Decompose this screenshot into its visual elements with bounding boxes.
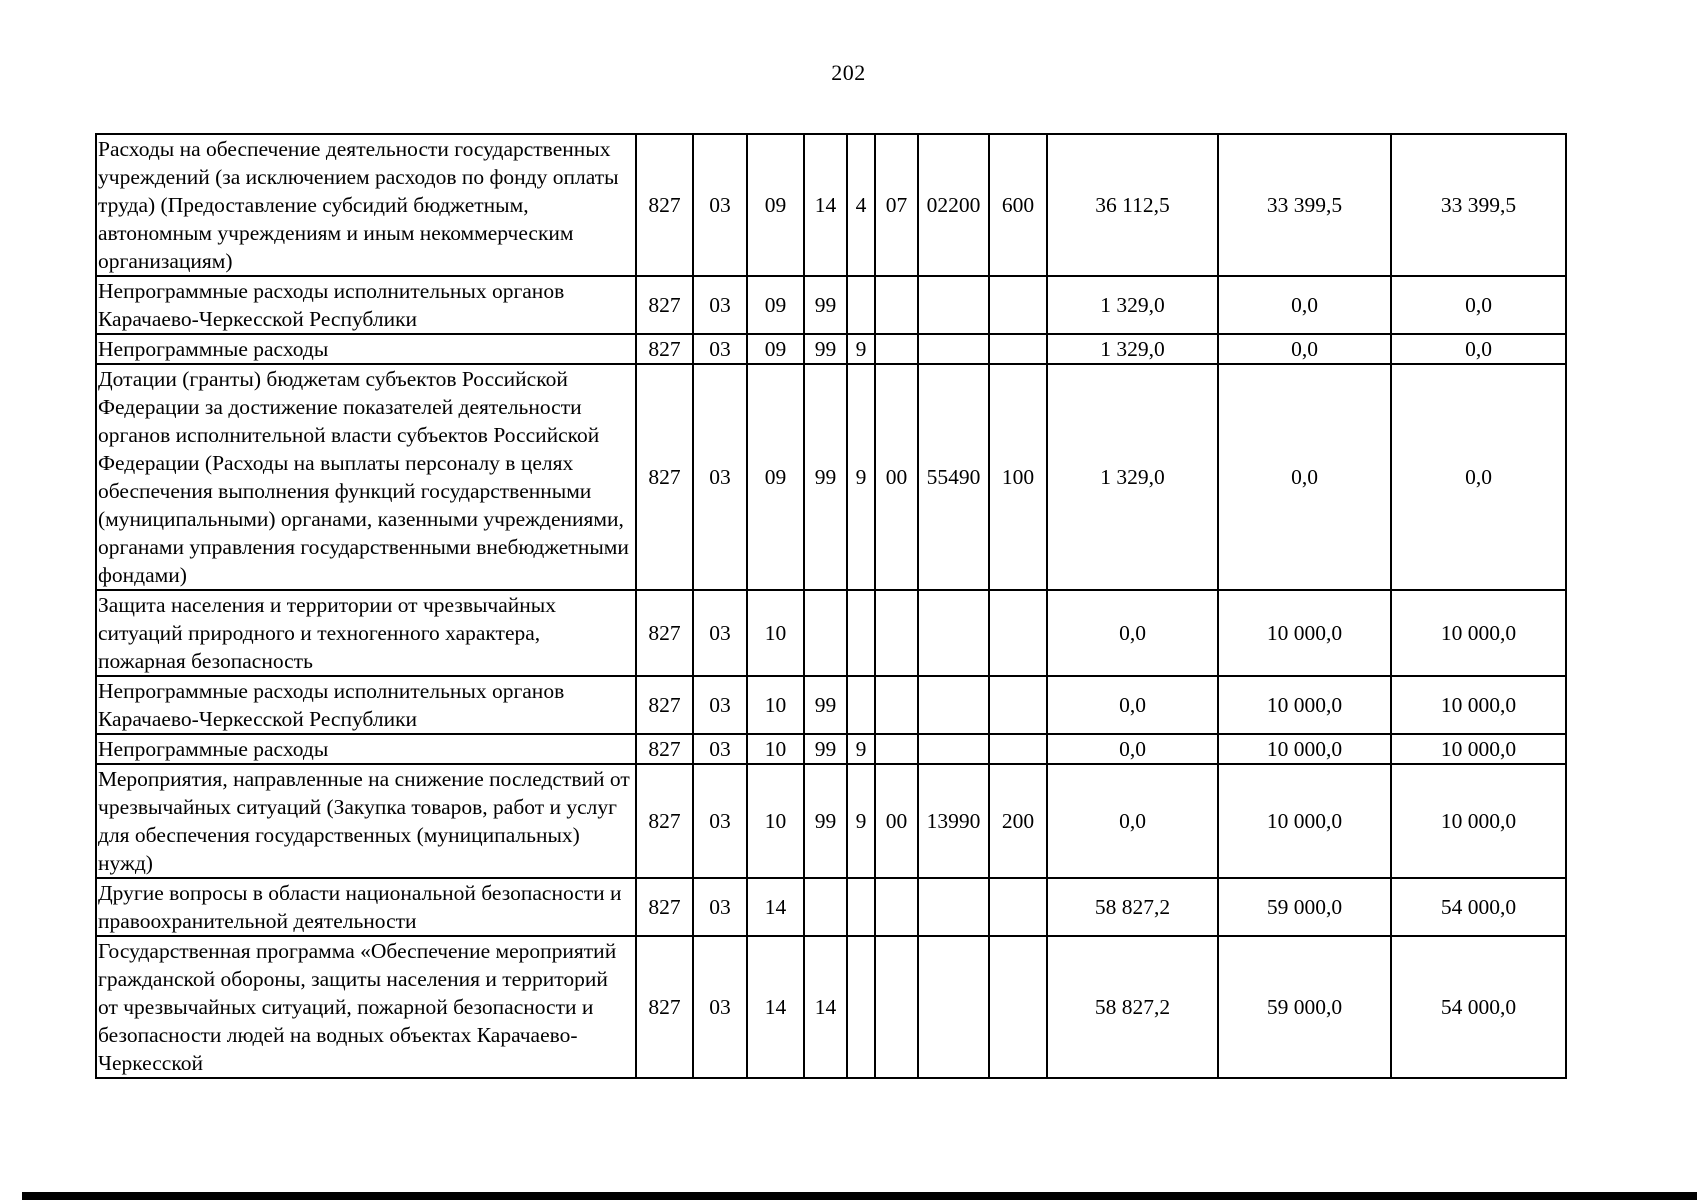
- cell-sum-year2: 59 000,0: [1218, 878, 1391, 936]
- budget-table: [95, 133, 1567, 1079]
- table-row: [96, 134, 1566, 276]
- cell-csr-event: [875, 878, 918, 936]
- cell-ved: 827: [636, 134, 693, 276]
- cell-csr-direction: 55490: [918, 364, 989, 590]
- cell-vr: [989, 276, 1047, 334]
- cell-csr-direction: [918, 334, 989, 364]
- cell-rz: 03: [693, 936, 747, 1078]
- cell-csr-program: 99: [804, 276, 847, 334]
- cell-sum-year1: 0,0: [1047, 764, 1218, 878]
- cell-csr-event: [875, 734, 918, 764]
- row-name: Непрограммные расходы исполнительных органов Карачаево-Черкесской Республики: [96, 276, 636, 334]
- cell-csr-subprogram: 9: [847, 334, 875, 364]
- cell-sum-year2: 0,0: [1218, 276, 1391, 334]
- table-row: [96, 734, 1566, 764]
- table-row: [96, 676, 1566, 734]
- cell-sum-year1: 36 112,5: [1047, 134, 1218, 276]
- table-row: [96, 878, 1566, 936]
- cell-csr-subprogram: [847, 676, 875, 734]
- cell-csr-direction: 02200: [918, 134, 989, 276]
- row-name: Непрограммные расходы: [96, 734, 636, 764]
- cell-csr-event: [875, 676, 918, 734]
- table-row: [96, 276, 1566, 334]
- cell-pr: 09: [747, 364, 804, 590]
- cell-sum-year1: 0,0: [1047, 734, 1218, 764]
- cell-pr: 09: [747, 134, 804, 276]
- cell-csr-direction: [918, 734, 989, 764]
- row-name: Непрограммные расходы: [96, 334, 636, 364]
- cell-sum-year3: 10 000,0: [1391, 764, 1566, 878]
- cell-sum-year3: 10 000,0: [1391, 734, 1566, 764]
- row-name: Другие вопросы в области национальной безопасности и правоохранительной деятельности: [96, 878, 636, 936]
- cell-sum-year3: 54 000,0: [1391, 936, 1566, 1078]
- cell-sum-year3: 10 000,0: [1391, 590, 1566, 676]
- cell-csr-subprogram: [847, 590, 875, 676]
- cell-csr-direction: [918, 878, 989, 936]
- cell-pr: 09: [747, 276, 804, 334]
- cell-csr-direction: [918, 936, 989, 1078]
- cell-vr: [989, 334, 1047, 364]
- cell-rz: 03: [693, 676, 747, 734]
- cell-sum-year3: 0,0: [1391, 334, 1566, 364]
- cell-sum-year2: 33 399,5: [1218, 134, 1391, 276]
- cell-sum-year2: 10 000,0: [1218, 764, 1391, 878]
- row-name: Государственная программа «Обеспечение мероприятий гражданской обороны, защиты населения и территорий от чрезвычайных ситуаций, пожарной безопасности и безопасности людей на водных объектах Карачаево-Черкесской: [96, 936, 636, 1078]
- cell-sum-year2: 0,0: [1218, 364, 1391, 590]
- cell-csr-program: 14: [804, 936, 847, 1078]
- cell-sum-year1: 1 329,0: [1047, 276, 1218, 334]
- cell-rz: 03: [693, 134, 747, 276]
- cell-csr-program: 99: [804, 734, 847, 764]
- cell-csr-event: [875, 276, 918, 334]
- row-name: Расходы на обеспечение деятельности государственных учреждений (за исключением расходов по фонду оплаты труда) (Предоставление субсидий бюджетным, автономным учреждениям и иным некоммерческим организациям): [96, 134, 636, 276]
- cell-ved: 827: [636, 334, 693, 364]
- row-name: Защита населения и территории от чрезвычайных ситуаций природного и техногенного характера, пожарная безопасность: [96, 590, 636, 676]
- cell-vr: [989, 676, 1047, 734]
- cell-csr-event: [875, 334, 918, 364]
- cell-sum-year1: 1 329,0: [1047, 334, 1218, 364]
- cell-csr-subprogram: 9: [847, 764, 875, 878]
- cell-rz: 03: [693, 276, 747, 334]
- cell-csr-program: 99: [804, 334, 847, 364]
- cell-csr-subprogram: 9: [847, 364, 875, 590]
- row-name: Дотации (гранты) бюджетам субъектов Российской Федерации за достижение показателей деятельности органов исполнительной власти субъектов Российской Федерации (Расходы на выплаты персоналу в целях обеспечения выполнения функций государственными (муниципальными) органами, казенными учреждениями, органами управления государственными внебюджетными фондами): [96, 364, 636, 590]
- cell-vr: [989, 734, 1047, 764]
- cell-pr: 10: [747, 590, 804, 676]
- cell-csr-program: 99: [804, 764, 847, 878]
- cell-rz: 03: [693, 364, 747, 590]
- cell-csr-direction: [918, 590, 989, 676]
- cell-sum-year3: 10 000,0: [1391, 676, 1566, 734]
- cell-csr-program: [804, 878, 847, 936]
- scan-edge-bar: [22, 1192, 1697, 1200]
- cell-sum-year2: 10 000,0: [1218, 676, 1391, 734]
- cell-vr: [989, 878, 1047, 936]
- cell-pr: 10: [747, 734, 804, 764]
- cell-csr-direction: [918, 276, 989, 334]
- cell-csr-event: [875, 590, 918, 676]
- cell-sum-year1: 0,0: [1047, 590, 1218, 676]
- cell-pr: 10: [747, 764, 804, 878]
- cell-sum-year1: 0,0: [1047, 676, 1218, 734]
- cell-csr-direction: 13990: [918, 764, 989, 878]
- cell-csr-direction: [918, 676, 989, 734]
- table-row: [96, 590, 1566, 676]
- cell-ved: 827: [636, 676, 693, 734]
- cell-csr-event: 00: [875, 764, 918, 878]
- cell-vr: 600: [989, 134, 1047, 276]
- table-row: [96, 364, 1566, 590]
- page-number: 202: [831, 60, 866, 85]
- cell-rz: 03: [693, 590, 747, 676]
- cell-sum-year1: 1 329,0: [1047, 364, 1218, 590]
- table-row: [96, 764, 1566, 878]
- cell-sum-year1: 58 827,2: [1047, 878, 1218, 936]
- cell-ved: 827: [636, 734, 693, 764]
- cell-vr: [989, 590, 1047, 676]
- cell-sum-year3: 54 000,0: [1391, 878, 1566, 936]
- cell-vr: 100: [989, 364, 1047, 590]
- cell-csr-event: 07: [875, 134, 918, 276]
- cell-ved: 827: [636, 878, 693, 936]
- cell-vr: [989, 936, 1047, 1078]
- cell-pr: 14: [747, 878, 804, 936]
- cell-csr-subprogram: 9: [847, 734, 875, 764]
- cell-csr-program: 14: [804, 134, 847, 276]
- cell-sum-year3: 0,0: [1391, 276, 1566, 334]
- cell-rz: 03: [693, 878, 747, 936]
- cell-sum-year3: 0,0: [1391, 364, 1566, 590]
- cell-csr-subprogram: [847, 276, 875, 334]
- cell-sum-year3: 33 399,5: [1391, 134, 1566, 276]
- cell-csr-program: 99: [804, 676, 847, 734]
- cell-sum-year2: 59 000,0: [1218, 936, 1391, 1078]
- cell-ved: 827: [636, 764, 693, 878]
- cell-ved: 827: [636, 364, 693, 590]
- cell-vr: 200: [989, 764, 1047, 878]
- cell-csr-program: [804, 590, 847, 676]
- cell-sum-year2: 0,0: [1218, 334, 1391, 364]
- cell-pr: 10: [747, 676, 804, 734]
- cell-rz: 03: [693, 334, 747, 364]
- cell-csr-subprogram: [847, 936, 875, 1078]
- table-row: [96, 334, 1566, 364]
- cell-sum-year2: 10 000,0: [1218, 734, 1391, 764]
- cell-ved: 827: [636, 936, 693, 1078]
- row-name: Мероприятия, направленные на снижение последствий от чрезвычайных ситуаций (Закупка товаров, работ и услуг для обеспечения государственных (муниципальных) нужд): [96, 764, 636, 878]
- cell-csr-subprogram: 4: [847, 134, 875, 276]
- cell-csr-event: [875, 936, 918, 1078]
- row-name: Непрограммные расходы исполнительных органов Карачаево-Черкесской Республики: [96, 676, 636, 734]
- cell-ved: 827: [636, 590, 693, 676]
- cell-sum-year1: 58 827,2: [1047, 936, 1218, 1078]
- cell-sum-year2: 10 000,0: [1218, 590, 1391, 676]
- cell-csr-program: 99: [804, 364, 847, 590]
- cell-rz: 03: [693, 764, 747, 878]
- cell-pr: 14: [747, 936, 804, 1078]
- cell-ved: 827: [636, 276, 693, 334]
- cell-csr-event: 00: [875, 364, 918, 590]
- cell-rz: 03: [693, 734, 747, 764]
- cell-pr: 09: [747, 334, 804, 364]
- cell-csr-subprogram: [847, 878, 875, 936]
- table-row: [96, 936, 1566, 1078]
